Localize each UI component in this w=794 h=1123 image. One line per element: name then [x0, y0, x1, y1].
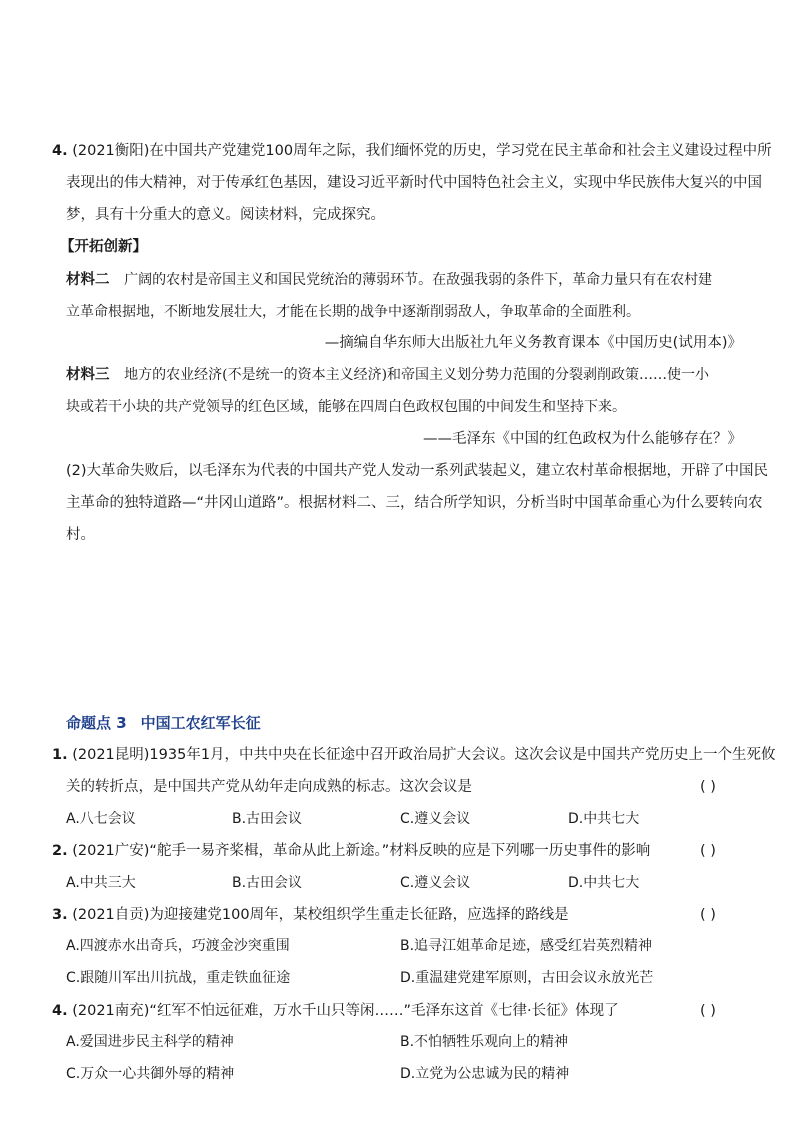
section-title: 中国工农红军长征 — [140, 714, 261, 732]
question-3-option-a[interactable]: A.四渡赤水出奇兵，巧渡金沙突重围 — [66, 938, 290, 954]
question-2-option-d[interactable]: D.中共七大 — [568, 875, 640, 891]
question-3-text-1: (2021自贡)为迎接建党100周年，某校组织学生重走长征路，应选择的路线是 — [72, 907, 569, 923]
question-3-answer-bracket[interactable]: ( ) — [700, 907, 716, 923]
question-1-option-a[interactable]: A.八七会议 — [66, 811, 136, 827]
material2-line-1 — [66, 270, 712, 290]
question-4-option-b[interactable]: B.不怕牺牲乐观向上的精神 — [400, 1034, 569, 1050]
question-3-option-c[interactable]: C.跟随川军出川抗战，重走铁血征途 — [66, 970, 291, 986]
material3-text-1: 地方的农业经济(不是统一的资本主义经济)和帝国主义划分势力范围的分裂剥削政策……使一小 — [124, 367, 710, 383]
question-2-text-1: (2021广安)“舵手一易齐桨楫，革命从此上新途。”材料反映的应是下列哪一历史事件的影响 — [72, 843, 651, 859]
question-1-line-1 — [52, 745, 776, 765]
question-3-line-1 — [52, 905, 569, 925]
material2-source: —摘编自华东师大出版社九年义务教育课本《中国历史(试用本)》 — [324, 335, 742, 351]
question-1-number: 1. — [52, 747, 68, 763]
question-2-option-b[interactable]: B.古田会议 — [232, 875, 303, 891]
material2-label: 材料二 — [66, 272, 110, 288]
question-2-line-1 — [52, 841, 650, 861]
question-4-line-1 — [52, 1001, 619, 1021]
q4-tag: 【开拓创新】 — [60, 239, 147, 255]
question-2-option-c[interactable]: C.遵义会议 — [400, 875, 471, 891]
question-1-line-2: 关的转折点，是中国共产党从幼年走向成熟的标志。这次会议是 — [66, 779, 472, 795]
question-1-option-c[interactable]: C.遵义会议 — [400, 811, 471, 827]
sub2-line-1: (2)大革命失败后，以毛泽东为代表的中国共产党人发动一系列武装起义，建立农村革命根据地，开辟了中国民 — [66, 463, 769, 479]
question-4-answer-bracket[interactable]: ( ) — [700, 1003, 716, 1019]
question-2-answer-bracket[interactable]: ( ) — [700, 843, 716, 859]
material3-label: 材料三 — [66, 367, 110, 383]
section-heading — [66, 712, 261, 733]
q4-line-2: 表现出的伟大精神，对于传承红色基因，建设习近平新时代中国特色社会主义，实现中华民族伟大复兴的中国 — [66, 175, 762, 191]
question-3-option-d[interactable]: D.重温建党建军原则，古田会议永放光芒 — [400, 970, 654, 986]
q4-line-3: 梦，具有十分重大的意义。阅读材料，完成探究。 — [66, 207, 385, 223]
question-3-option-b[interactable]: B.追寻江姐革命足迹，感受红岩英烈精神 — [400, 938, 653, 954]
question-4-number: 4. — [52, 1003, 68, 1019]
question-1-text-1: (2021昆明)1935年1月，中共中央在长征途中召开政治局扩大会议。这次会议是中国共产党历史上一个生死攸 — [72, 747, 776, 763]
question-2-number: 2. — [52, 843, 68, 859]
question-4-text-1: (2021南充)“红军不怕远征难，万水千山只等闲……”毛泽东这首《七律·长征》体现了 — [72, 1003, 619, 1019]
material2-line-2: 立革命根据地，不断地发展壮大，才能在长期的战争中逐渐削弱敌人，争取革命的全面胜利。 — [66, 304, 640, 320]
question-1-option-d[interactable]: D.中共七大 — [568, 811, 640, 827]
question-4-option-d[interactable]: D.立党为公忠诚为民的精神 — [400, 1066, 570, 1082]
material3-line-1 — [66, 365, 709, 385]
section-label: 命题点 3 — [66, 714, 127, 732]
sub2-line-3: 村。 — [66, 527, 95, 543]
question-3-number: 3. — [52, 907, 68, 923]
q4-number: 4. — [52, 143, 68, 159]
q4-text-1: (2021衡阳)在中国共产党建党100周年之际，我们缅怀党的历史，学习党在民主革命和社会主义建设过程中所 — [72, 143, 772, 159]
question-1-answer-bracket[interactable]: ( ) — [700, 779, 716, 795]
material3-line-2: 块或若干小块的共产党领导的红色区域，能够在四周白色政权包围的中间发生和坚持下来。 — [66, 399, 626, 415]
question-4-option-c[interactable]: C.万众一心共御外辱的精神 — [66, 1066, 235, 1082]
material2-text-1: 广阔的农村是帝国主义和国民党统治的薄弱环节。在敌强我弱的条件下，革命力量只有在农村建 — [124, 272, 713, 288]
material3-source: ——毛泽东《中国的红色政权为什么能够存在？》 — [423, 431, 742, 447]
question-1-option-b[interactable]: B.古田会议 — [232, 811, 303, 827]
q4-line-1 — [52, 141, 772, 161]
question-2-option-a[interactable]: A.中共三大 — [66, 875, 136, 891]
sub2-line-2: 主革命的独特道路—“井冈山道路”。根据材料二、三，结合所学知识，分析当时中国革命重心为什么要转向农 — [66, 495, 763, 511]
question-4-option-a[interactable]: A.爱国进步民主科学的精神 — [66, 1034, 234, 1050]
